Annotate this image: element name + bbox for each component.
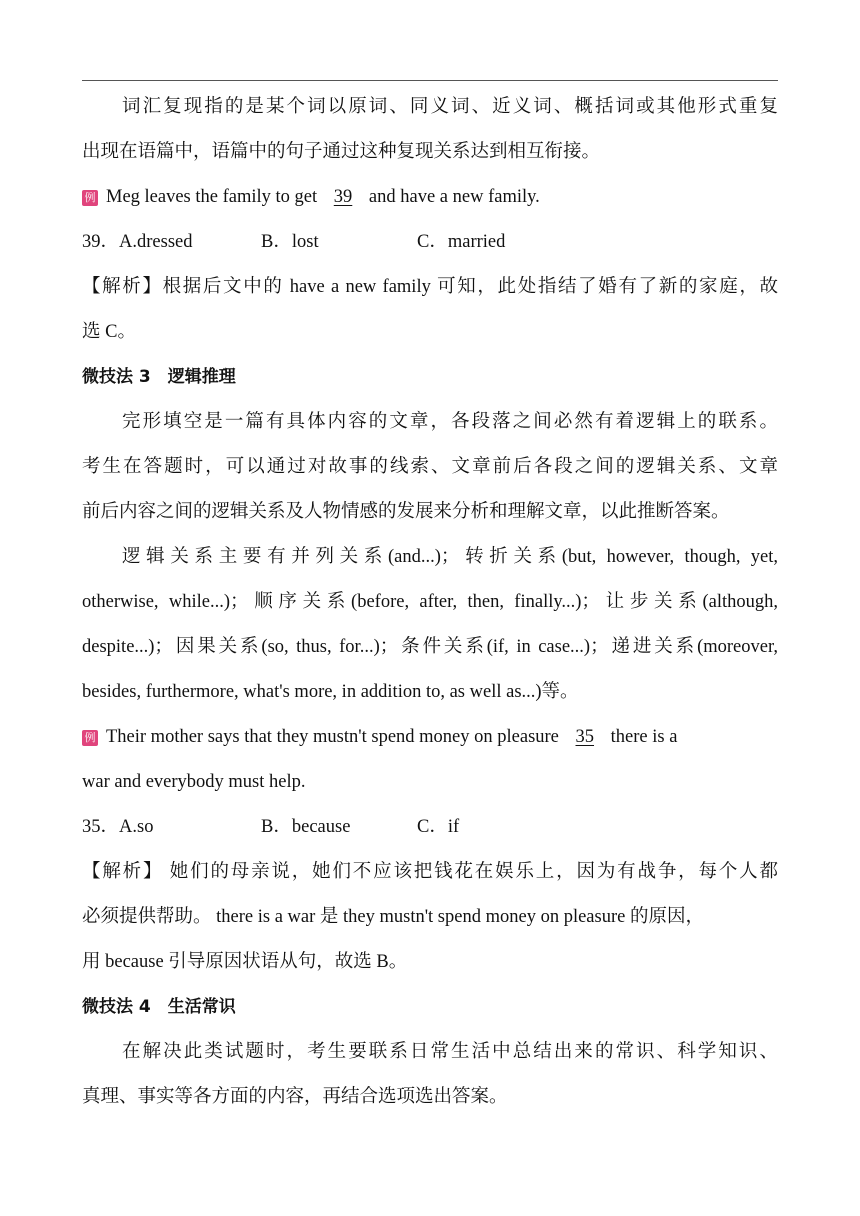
- example2-options: [82, 814, 778, 840]
- example1-options: [82, 229, 778, 255]
- option-a: A.dressed: [119, 232, 193, 252]
- section3-para1-line3: 前后内容之间的逻辑关系及人物情感的发展来分析和理解文章，以此推断答案。: [82, 502, 730, 522]
- option-b: B．because: [261, 817, 351, 837]
- section3-para1-line2: 考生在答题时，可以通过对故事的线索、文章前后各段之间的逻辑关系、文章: [82, 457, 778, 477]
- example2-after: there is a: [610, 727, 678, 747]
- example2-blank: 35: [575, 727, 595, 747]
- example1-analysis-line1: 【解析】根据后文中的 have a new family 可知，此处指结了婚有了新的家庭，故: [82, 277, 778, 297]
- example-icon: 例: [82, 190, 98, 206]
- example1-after: and have a new family.: [368, 187, 540, 207]
- example2-analysis-line2: 必须提供帮助。 there is a war 是 they mustn't spend money on pleasure 的原因，: [82, 907, 704, 927]
- example1-sentence: [82, 184, 778, 210]
- section4-para-line1: 在解决此类试题时，考生要联系日常生活中总结出来的常识、科学知识、: [122, 1042, 778, 1062]
- example1-before: Meg leaves the family to get: [106, 187, 318, 207]
- section3-para2-line2: otherwise, while...)；顺序关系(before, after, then, finally...)；让步关系(although,: [82, 592, 778, 612]
- section3-heading: 微技法 3 逻辑推理: [82, 367, 236, 387]
- example1-blank: 39: [333, 187, 353, 207]
- section4-heading: 微技法 4 生活常识: [82, 997, 236, 1017]
- section3-para1-line1: 完形填空是一篇有具体内容的文章，各段落之间必然有着逻辑上的联系。: [122, 412, 778, 432]
- example2-analysis-line3: 用 because 引导原因状语从句，故选 B。: [82, 952, 408, 972]
- section3-para2-line1: 逻辑关系主要有并列关系(and...)；转折关系(but, however, though, yet,: [122, 547, 778, 567]
- section3-para2-line3: despite...)；因果关系(so, thus, for...)；条件关系(if, in case...)；递进关系(moreover,: [82, 637, 778, 657]
- example1-analysis-line2: 选 C。: [82, 322, 136, 342]
- example2-sentence-line2: war and everybody must help.: [82, 772, 306, 792]
- section3-para2-line4: besides, furthermore, what's more, in addition to, as well as...)等。: [82, 682, 579, 702]
- example-icon: 例: [82, 730, 98, 746]
- option-b: B．lost: [261, 232, 319, 252]
- section4-para-line2: 真理、事实等各方面的内容，再结合选项选出答案。: [82, 1087, 508, 1107]
- lexical-intro-line2: 出现在语篇中，语篇中的句子通过这种复现关系达到相互衔接。: [82, 142, 601, 162]
- question-number: 39．: [82, 232, 120, 252]
- option-a: A.so: [119, 817, 154, 837]
- option-c: C．if: [417, 817, 460, 837]
- example2-analysis-line1: 【解析】 她们的母亲说，她们不应该把钱花在娱乐上，因为有战争，每个人都: [82, 862, 778, 882]
- top-rule: [82, 80, 778, 81]
- option-c: C．married: [417, 232, 506, 252]
- example2-before: Their mother says that they mustn't spend money on pleasure: [106, 727, 559, 747]
- lexical-intro-line1: 词汇复现指的是某个词以原词、同义词、近义词、概括词或其他形式重复: [122, 97, 778, 117]
- example2-sentence: [82, 724, 778, 750]
- question-number: 35．: [82, 817, 120, 837]
